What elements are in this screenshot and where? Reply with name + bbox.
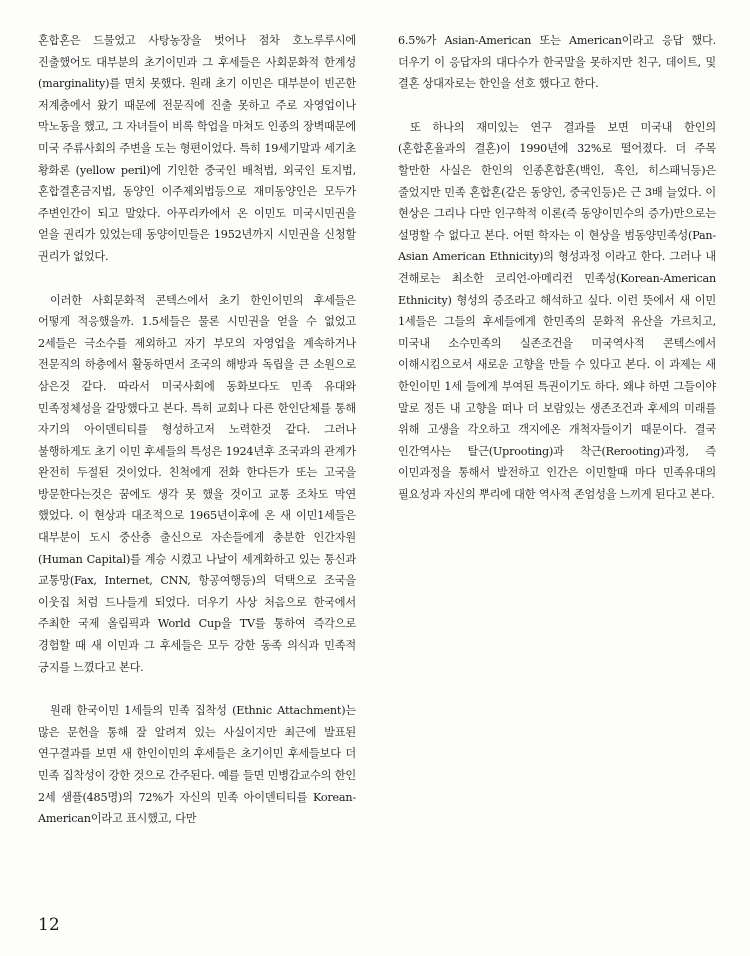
right-paragraph-1: 6.5%가 Asian-American 또는 American이라고 응답 했다. 더우기 이 응답자의 대다수가 한국말을 못하지만 친구, 데이트, 및 결혼 상대자로는 한인을 선호 했다고 한다. bbox=[398, 34, 716, 91]
left-paragraph-1: 혼합혼은 드물었고 사탕농장을 벗어나 점차 호노루루시에 진출했어도 대부분의 초기이민과 그 후세들은 사회문화적 한계성(marginality)를 면치 못했다. 원래 초기 이민은 대부분이 빈곤한 저계층에서 왔기 때문에 전문직에 진출 못하고 주로 자영업이나 막노동을 했고, 그 자녀들이 비록 학업을 마쳐도 인종의 장벽때문에 미국 주류사회의 주변을 도는 형편이었다. 특히 19세기말과 세기초 황화론 (yellow peril)에 기인한 중국인 배척법, 외국인 토지법, 혼합결혼금지법, 동양인 이주제외법등으로 재미동양인은 모두가 주변인간이 되고 말았다. 아푸리카에서 온 이민도 미국시민권을 얻을 권리가 있었는데 동양이민들은 1952년까지 시민권을 신청할 권리가 없었다. bbox=[38, 34, 356, 263]
right-column bbox=[398, 30, 716, 505]
left-paragraph-3: 원래 한국이민 1세들의 민족 집착성 (Ethnic Attachment)는 많은 문헌을 통해 잘 알려져 있는 사실이지만 최근에 발표된 연구결과를 보면 새 한인이민의 후세들은 초기이민 후세들보다 더 민족 집착성이 강한 것으로 간주된다. 예를 들면 민병갑교수의 한인 2세 샘플(485명)의 72%가 자신의 민족 아이덴티티를 Korean-American이라고 표시했고, 다만 bbox=[38, 704, 356, 826]
page-number: 12 bbox=[38, 915, 60, 935]
paragraph-gap bbox=[398, 95, 716, 117]
left-paragraph-2: 이러한 사회문화적 콘텍스에서 초기 한인이민의 후세들은 어떻게 적응했을까. 1.5세들은 물론 시민권을 얻을 수 없었고 2세들은 극소수를 제외하고 자기 부모의 자영업을 계속하거나 전문직의 하층에서 활동하면서 조국의 해방과 독립을 큰 소원으로 삼은것 같다. 따라서 미국사회에 동화보다도 민족 유대와 민족정체성을 갈망했다고 본다. 특히 교회나 다른 한인단체를 통해 자기의 아이덴티티를 형성하고저 노력한것 같다. 그러나 불행하게도 초기 이민 후세들의 특성은 1924년후 조국과의 관계가 완전히 두절된 것이었다. 친척에게 전화 한다든가 또는 고국을 방문한다는것은 꿈에도 생각 못 했을 것이고 교통 조차도 막연 했었다. 이 현상과 대조적으로 1965년이후에 온 새 이민1세들은 대부분이 도시 중산층 출신으로 자손들에게 충분한 인간자원(Human Capital)를 계승 시켰고 나날이 세계화하고 있는 통신과 교통망(Fax, Internet, CNN, 항공여행등)의 덕택으로 조국을 이웃집 처럼 드나들게 되었다. 더우기 사상 처음으로 한국에서 주최한 국제 올림픽과 World Cup을 TV를 통하여 즉각으로 경험할 때 새 이민과 그 후세들은 모두 강한 동족 의식과 민족적 긍지를 느꼈다고 본다. bbox=[38, 293, 357, 674]
left-column bbox=[38, 30, 356, 830]
paragraph-gap bbox=[38, 268, 356, 290]
right-paragraph-2: 또 하나의 재미있는 연구 결과를 보면 미국내 한인의 (혼합혼율과의 결혼)이 1990년에 32%로 떨어졌다. 더 주목 할만한 사실은 한인의 인종혼합혼(백인, 흑인, 히스패닉등)은 줄었지만 민족 혼합혼(같은 동양인, 중국인등)은 근 3배 늘었다. 이 현상은 그리나 다만 인구학적 이론(즉 동양이민수의 증가)만으로는 설명할 수 없다고 본다. 어떤 학자는 이 현상을 범동양민족성(Pan-Asian American Ethnicity)의 형성과정 이라고 한다. 그러나 내 견해로는 최소한 코리언-아메리컨 민족성(Korean-American Ethnicity) 형성의 증조라고 해석하고 싶다. 이런 뜻에서 새 이민 1세들은 그들의 후세들에게 한민족의 문화적 유산을 가르치고, 미국내 소수민족의 실존조건을 미국역사적 콘텍스에서 이해시킴으로서 새로운 고향을 만들 수 있다고 본다. 이 과제는 새 한인이민 1세 들에게 부여된 특권이기도 하다. 왜냐 하면 그들이야 말로 정든 내 고향을 떠나 더 보람있는 생존조건과 후세의 미래를 위해 고생을 각오하고 객지에온 개척자들이기 때문이다. 결국 인간역사는 탈근(Uprooting)과 착근(Rerooting)과정, 즉 이민과정을 통해서 발전하고 인간은 이민할때 마다 민족유대의 필요성과 자신의 뿌리에 대한 역사적 존엄성을 느끼게 된다고 본다. bbox=[398, 120, 716, 501]
paragraph-gap bbox=[38, 678, 356, 700]
